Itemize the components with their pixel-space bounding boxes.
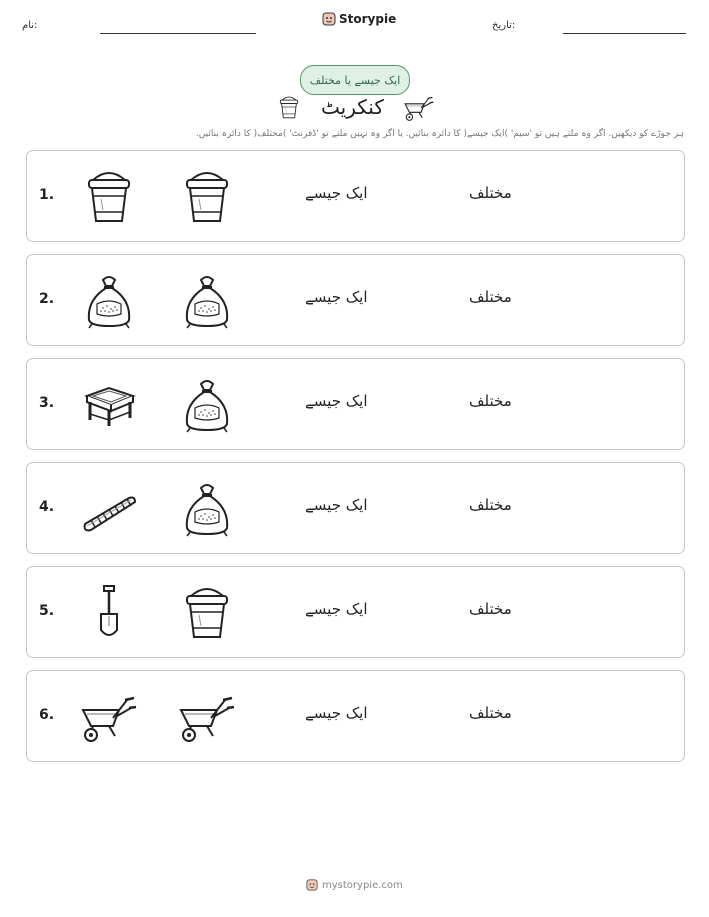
title-row bbox=[276, 93, 446, 123]
sand-bag-icon bbox=[177, 478, 237, 538]
footer bbox=[306, 879, 403, 891]
bucket-icon bbox=[79, 166, 139, 226]
question-row bbox=[26, 358, 685, 450]
wheelbarrow-icon bbox=[177, 686, 237, 746]
question-number: 5. bbox=[39, 603, 55, 619]
same-option[interactable]: ایک جیسے bbox=[305, 392, 368, 410]
question-number: 4. bbox=[39, 499, 55, 515]
sand-bag-icon bbox=[177, 374, 237, 434]
wheelbarrow-icon bbox=[401, 91, 437, 123]
name-label: نام: bbox=[22, 20, 38, 31]
storypie-mascot-icon bbox=[306, 879, 318, 891]
name-line[interactable] bbox=[100, 33, 256, 34]
same-option[interactable]: ایک جیسے bbox=[305, 600, 368, 618]
brand-logo bbox=[322, 12, 396, 26]
same-option[interactable]: ایک جیسے bbox=[305, 288, 368, 306]
rebar-icon bbox=[79, 478, 139, 538]
different-option[interactable]: مختلف bbox=[469, 392, 512, 410]
different-option[interactable]: مختلف bbox=[469, 288, 512, 306]
question-row bbox=[26, 150, 685, 242]
same-option[interactable]: ایک جیسے bbox=[305, 496, 368, 514]
brand-name: Storypie bbox=[339, 12, 397, 26]
shovel-icon bbox=[79, 582, 139, 642]
different-option[interactable]: مختلف bbox=[469, 704, 512, 722]
page-title: کنکریٹ bbox=[321, 95, 384, 119]
question-number: 3. bbox=[39, 395, 55, 411]
sand-bag-icon bbox=[177, 270, 237, 330]
different-option[interactable]: مختلف bbox=[469, 184, 512, 202]
question-row bbox=[26, 670, 685, 762]
question-row bbox=[26, 566, 685, 658]
sand-bag-icon bbox=[79, 270, 139, 330]
question-row bbox=[26, 462, 685, 554]
same-option[interactable]: ایک جیسے bbox=[305, 704, 368, 722]
question-number: 6. bbox=[39, 707, 55, 723]
instruction-text: ہر جوڑے کو دیکھیں. اگر وہ ملتے ہیں تو 'سیم' )ایک جیسے( کا دائرہ بنائیں. یا اگر وہ نہیں ملتے تو 'ڈفرنٹ' )مختلف( کا دائرہ بنائیں. bbox=[195, 129, 684, 139]
date-label: تاریخ: bbox=[492, 20, 516, 31]
bucket-icon bbox=[276, 93, 302, 121]
different-option[interactable]: مختلف bbox=[469, 496, 512, 514]
question-number: 1. bbox=[39, 187, 55, 203]
wheelbarrow-icon bbox=[79, 686, 139, 746]
date-line[interactable] bbox=[563, 33, 686, 34]
question-number: 2. bbox=[39, 291, 55, 307]
bucket-icon bbox=[177, 166, 237, 226]
mixing-tray-icon bbox=[79, 374, 139, 434]
footer-site: mystorypie.com bbox=[322, 879, 403, 891]
bucket-icon bbox=[177, 582, 237, 642]
same-option[interactable]: ایک جیسے bbox=[305, 184, 368, 202]
different-option[interactable]: مختلف bbox=[469, 600, 512, 618]
question-row bbox=[26, 254, 685, 346]
storypie-mascot-icon bbox=[322, 12, 336, 26]
topic-pill: ایک جیسے یا مختلف bbox=[300, 65, 410, 95]
